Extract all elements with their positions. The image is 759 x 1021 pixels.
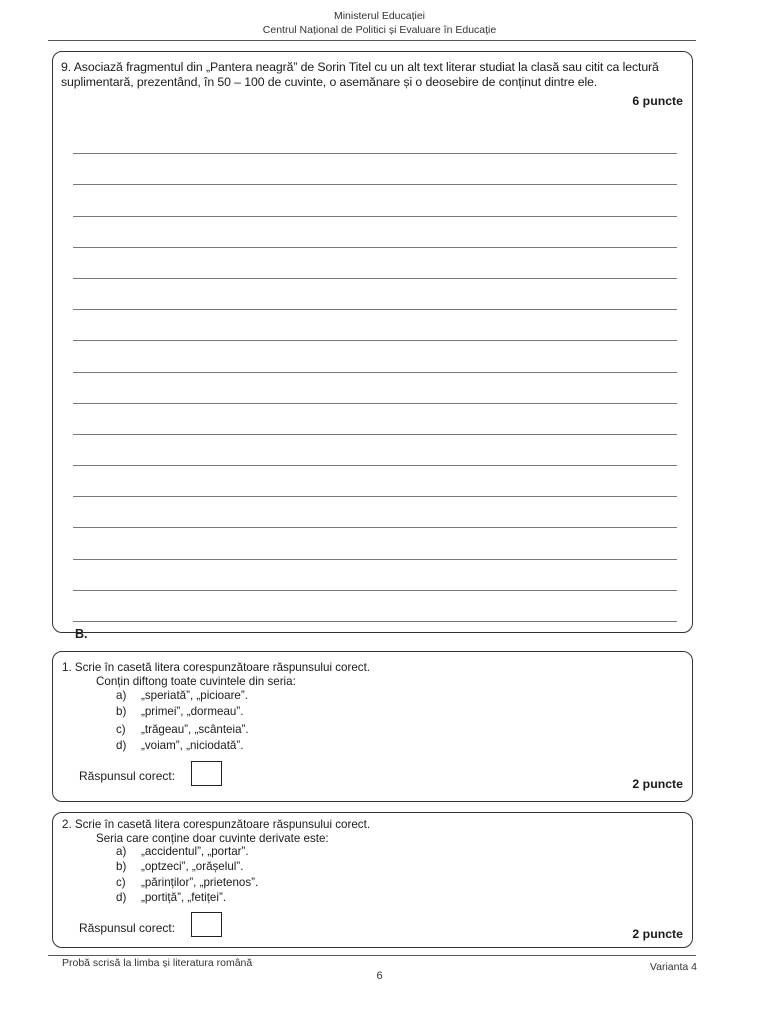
option-d-letter: d) [116,739,127,752]
writing-line [73,154,677,185]
question-9-box [52,51,693,633]
writing-line [73,341,677,372]
option-c-text: „trăgeau”, „scânteia”. [141,723,249,736]
option-a-text: „speriată”, „picioare”. [141,689,248,702]
section-b-heading: B. [75,627,88,641]
answer-label: Răspunsul corect: [79,921,176,935]
question-2-box [52,812,693,948]
option-c-letter: c) [116,723,126,736]
option-d-text: „voiam”, „niciodată”. [141,739,244,752]
answer-box[interactable] [191,912,222,937]
option-a-text: „accidentul”, „portar”. [141,845,249,858]
option-b-text: „primei”, „dormeau”. [141,705,244,718]
writing-line [73,248,677,279]
question-9-points: 6 puncte [632,94,683,108]
option-c-text: „părinților”, „prietenos”. [141,876,259,889]
writing-line [73,123,677,154]
footer-divider [48,955,696,956]
writing-line [73,404,677,435]
page-number: 6 [376,970,383,982]
answer-box[interactable] [191,761,222,786]
writing-line [73,217,677,248]
writing-line [73,185,677,216]
option-d-text: „portiță”, „fetiței”. [141,891,227,904]
option-d-letter: d) [116,891,127,904]
question-9-text: 9. Asociază fragmentul din „Pantera neagră” de Sorin Titel cu un alt text literar studiat la clasă sau citit ca lectură suplimentară, prezentând, în 50 – 100 de cuvinte, o asemănare și o deosebire de conținut dintre ele. [61,60,659,89]
writing-line [73,528,677,559]
footer-exam-title: Probă scrisă la limba și literatura română [62,957,253,969]
writing-line [73,373,677,404]
question-2-points: 2 puncte [632,927,683,941]
writing-line [73,435,677,466]
option-c-letter: c) [116,876,126,889]
answer-label: Răspunsul corect: [79,769,176,783]
answer-writing-area[interactable] [73,123,677,623]
option-a-letter: a) [116,845,127,858]
writing-line [73,591,677,622]
question-2-prompt: Seria care conține doar cuvinte derivate este: [96,832,329,845]
writing-line [73,310,677,341]
option-b-text: „optzeci”, „orășelul”. [141,860,244,873]
option-b-letter: b) [116,860,127,873]
header-ministry: Ministerul Educației [333,10,426,22]
question-2-instruction: 2. Scrie în casetă litera corespunzătoare răspunsului corect. [62,818,371,831]
question-1-box [52,651,693,802]
footer-variant: Varianta 4 [649,961,697,973]
writing-line [73,466,677,497]
question-1-prompt: Conțin diftong toate cuvintele din seria: [96,675,296,688]
header-divider [48,40,696,41]
question-1-points: 2 puncte [632,777,683,791]
option-a-letter: a) [116,689,127,702]
option-b-letter: b) [116,705,127,718]
writing-line [73,279,677,310]
writing-line [73,497,677,528]
writing-line [73,560,677,591]
header-center: Centrul Național de Politici și Evaluare în Educație [262,24,497,36]
question-1-instruction: 1. Scrie în casetă litera corespunzătoare răspunsului corect. [62,661,371,674]
